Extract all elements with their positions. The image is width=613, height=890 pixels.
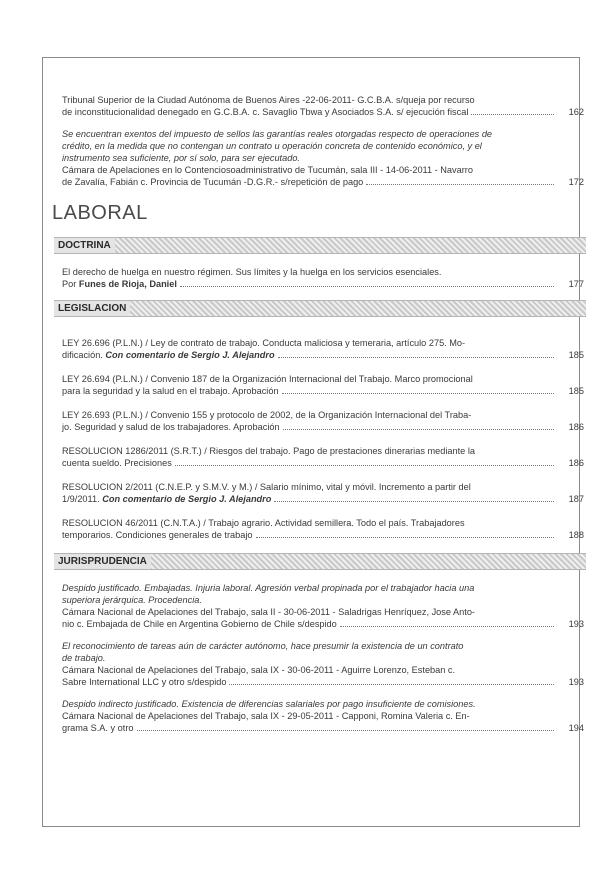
page-number: 194 — [568, 723, 584, 733]
entry-text: LEY 26.694 (P.L.N.) / Convenio 187 de la Organización Internacional del Trabajo. Marco promocional — [62, 374, 473, 384]
leader-dots — [283, 429, 554, 430]
list-item — [62, 445, 584, 469]
list-item — [62, 517, 584, 541]
leader-dots — [180, 286, 554, 287]
entry-text: Cámara Nacional de Apelaciones del Trabajo, sala IX - 30-06-2011 - Aguirre Lorenzo, Esteban c. — [62, 665, 456, 675]
entry-comment: Con comentario de Sergio J. Alejandro — [105, 350, 275, 360]
entry-text: grama S.A. y otro — [62, 723, 134, 733]
entry-text: Cámara Nacional de Apelaciones del Trabajo, sala IX - 29-05-2011 - Capponi, Romina Valeria c. En- — [62, 711, 470, 721]
list-item — [62, 582, 584, 630]
leader-dots — [274, 501, 554, 502]
leader-dots — [471, 114, 554, 115]
list-item — [62, 698, 584, 734]
entry-text: Cámara de Apelaciones en lo Contenciosoadministrativo de Tucumán, sala III - 14-06-2011 - Navarro — [62, 165, 473, 175]
leader-dots — [340, 626, 554, 627]
entry-text: de Zavalía, Fabián c. Provincia de Tucumán -D.G.R.- s/repetición de pago — [62, 177, 364, 187]
entry-text: nio c. Embajada de Chile en Argentina Gobierno de Chile s/despido — [62, 619, 337, 629]
section-band-legislacion — [54, 300, 586, 317]
entry-summary: Despido indirecto justificado. Existencia de diferencias salariales por pago insuficiente de comisiones. — [62, 699, 476, 709]
entry-text: RESOLUCION 1286/2011 (S.R.T.) / Riesgos del trabajo. Pago de prestaciones dinerarias mediante la — [62, 446, 475, 456]
entry-summary: superiora jerárquica. Procedencia. — [62, 595, 202, 605]
entry-text: Sabre International LLC y otro s/despido — [62, 677, 227, 687]
entry-summary: de trabajo. — [62, 653, 106, 663]
section-band-doctrina — [54, 237, 586, 254]
list-item — [62, 337, 584, 361]
index-entry-tucuman — [62, 128, 584, 188]
entry-text: LEY 26.693 (P.L.N.) / Convenio 155 y protocolo de 2002, de la Organización Internacional del Traba- — [62, 410, 472, 420]
band-label: LEGISLACION — [54, 301, 130, 316]
page-number: 177 — [568, 279, 584, 289]
entry-text: RESOLUCION 2/2011 (C.N.E.P. y S.M.V. y M.) / Salario mínimo, vital y móvil. Incremento a partir del — [62, 482, 471, 492]
leader-dots — [278, 357, 554, 358]
index-content — [52, 94, 584, 744]
band-label: JURISPRUDENCIA — [54, 554, 151, 569]
index-entry-tsj — [62, 94, 584, 118]
leader-dots — [137, 730, 555, 731]
page-number: 188 — [568, 530, 584, 540]
leader-dots — [175, 465, 554, 466]
entry-summary: crédito, en la medida que no contengan un contrato u operación concreta de contenido económico, y el — [62, 141, 482, 151]
page-number: 162 — [568, 107, 584, 117]
entry-text: temporarios. Condiciones generales de trabajo — [62, 530, 253, 540]
entry-text: Tribunal Superior de la Ciudad Autónoma de Buenos Aires -22-06-2011- G.C.B.A. s/queja por recurso — [62, 95, 475, 105]
legislacion-list — [62, 337, 584, 541]
leader-dots — [229, 684, 554, 685]
section-band-jurisprudencia — [54, 553, 586, 570]
index-entry-doctrina — [62, 266, 584, 290]
list-item — [62, 373, 584, 397]
page-number: 172 — [568, 177, 584, 187]
entry-summary: Despido justificado. Embajadas. Injuria laboral. Agresión verbal propinada por el trabajador hacia una — [62, 583, 475, 593]
entry-text: de inconstitucionalidad denegado en G.C.B.A. c. Savaglio Tbwa y Asociados S.A. s/ ejecución fiscal — [62, 107, 469, 117]
entry-comment: Con comentario de Sergio J. Alejandro — [102, 494, 272, 504]
list-item — [62, 481, 584, 505]
leader-dots — [256, 537, 555, 538]
entry-by: Por — [62, 279, 77, 289]
entry-text: jo. Seguridad y salud de los trabajadores. Aprobación — [62, 422, 280, 432]
entry-summary: instrumento sea suficiente, por sí solo, para ser ejecutado. — [62, 153, 300, 163]
list-item — [62, 409, 584, 433]
entry-text: dificación. — [62, 350, 103, 360]
entry-text: cuenta sueldo. Precisiones — [62, 458, 172, 468]
band-label: DOCTRINA — [54, 238, 115, 253]
entry-text: para la seguridad y la salud en el trabajo. Aprobación — [62, 386, 279, 396]
page-number: 187 — [568, 494, 584, 504]
list-item — [62, 640, 584, 688]
entry-text: El derecho de huelga en nuestro régimen. Sus límites y la huelga en los servicios esenciales. — [62, 267, 442, 277]
page-number: 185 — [568, 386, 584, 396]
leader-dots — [366, 184, 554, 185]
page-number: 186 — [568, 422, 584, 432]
page-number: 185 — [568, 350, 584, 360]
entry-summary: Se encuentran exentos del impuesto de sellos las garantías reales otorgadas respecto de operaciones de — [62, 129, 493, 139]
section-title: LABORAL — [52, 202, 148, 224]
entry-text: RESOLUCION 46/2011 (C.N.T.A.) / Trabajo agrario. Actividad semillera. Todo el país. Trabajadores — [62, 518, 465, 528]
leader-dots — [282, 393, 554, 394]
page-number: 193 — [568, 677, 584, 687]
entry-text: LEY 26.696 (P.L.N.) / Ley de contrato de trabajo. Conducta maliciosa y temeraria, artículo 275. Mo- — [62, 338, 466, 348]
entry-author: Funes de Rioja, Daniel — [78, 279, 177, 289]
entry-summary: El reconocimiento de tareas aún de carácter autónomo, hace presumir la existencia de un contrato — [62, 641, 464, 651]
entry-text: 1/9/2011. — [62, 494, 100, 504]
entry-text: Cámara Nacional de Apelaciones del Trabajo, sala II - 30-06-2011 - Saladrigas Henríquez, Jose Anto- — [62, 607, 475, 617]
page-number: 193 — [568, 619, 584, 629]
page-number: 186 — [568, 458, 584, 468]
